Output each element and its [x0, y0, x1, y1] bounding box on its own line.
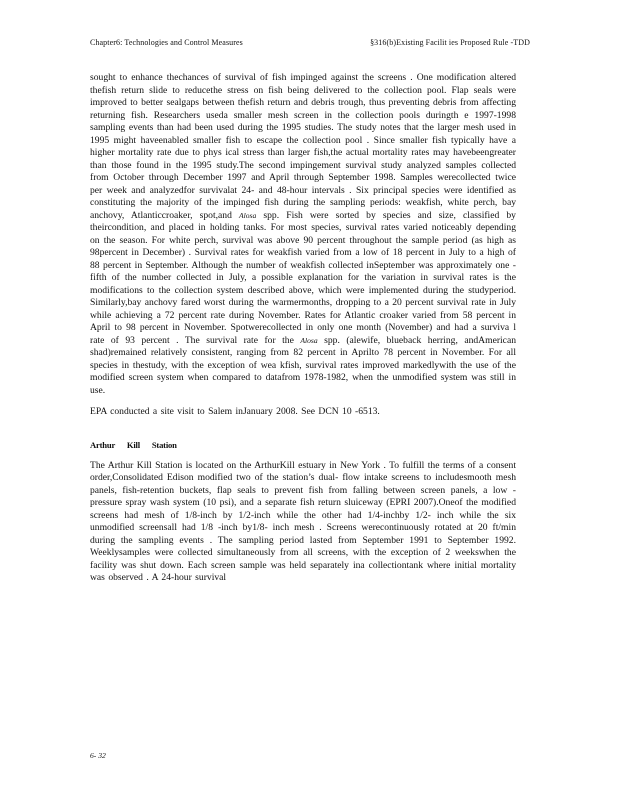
- header-section: §316(b)Existing Facilit ies Proposed Rule -TDD: [370, 38, 530, 47]
- paragraph-text: spp. Fish were sorted by species and size, classified by theircondition, and placed in holding tanks. For most species, survival rates varied noticeably depending on the season. For white perch, survival was above 90 percent throughout the sample period (as high as 98percent in December) . Survival rates for weakfish varied from a low of 18 percent in July to a high of 88 percent in September. Although the number of weakfish collected inSeptember was approximately one -fifth of the number collected in July, a possible explanation for the variation in survival rates is the modifications to the collection system described above, which were implemented during the studyperiod. Similarly,bay anchovy fared worst during the warmermonths, dropping to a 20 percent survival rate in July while achieving a 72 percent rate during November. Rates for Atlantic croaker varied from 58 percent in April to 98 percent in November. Spotwerecollected in only one month (November) and had a surviva l rate of 93 percent . The survival rate for the: [90, 209, 516, 346]
- paragraph-salem-survival-study: [90, 72, 516, 397]
- section-heading: Arthur Kill Station: [90, 439, 177, 450]
- paragraph-site-visit: EPA conducted a site visit to Salem inJanuary 2008. See DCN 10 -6513.: [90, 406, 380, 417]
- running-header: [90, 38, 530, 47]
- paragraph-text: spp. (alewife, blueback herring, andAmerican shad)remained relatively consistent, ranging from 82 percent in Aprilto 78 percent in November. For all species in thestudy, with the exception of wea kfish, survival rates improved markedlywith the use of the modified screen system when compared to datafrom 1978-1982, when the unmodified system was still in use.: [90, 334, 516, 396]
- genus-name: Alosa: [238, 210, 257, 220]
- header-chapter: Chapter6: Technologies and Control Measures: [90, 38, 243, 47]
- paragraph-arthur-kill: The Arthur Kill Station is located on the ArthurKill estuary in New York . To fulfill the terms of a consent order,Consolidated Edison modified two of the station’s dual- flow intake screens to includesmooth mesh panels, fish-retention buckets, flap seals to prevent fish from falling between screen panels, a low -pressure spray wash system (10 psi), and a separate fish return sluiceway (EPRI 2007).Oneof the modified screens had mesh of 1/8-inch by 1/2-inch while the other had 1/4-inchby 1/2- inch while the six unmodified screensall had 1/8 -inch by1/8- inch mesh . Screens werecontinuously rotated at 20 ft/min during the sampling events . The sampling period lasted from September 1991 to September 1992. Weeklysamples were collected simultaneously from all screens, with the exception of 2 weekswhen the facility was shut down. Each screen sample was held separately ina collectiontank where initial mortality was observed . A 24-hour survival: [90, 459, 516, 583]
- main-content: [90, 72, 516, 585]
- page-number: 6- 32: [90, 751, 106, 760]
- paragraph-text: sought to enhance thechances of survival of fish impinged against the screens . One modification altered thefish return slide to reducethe stress on fish being delivered to the collection pool. Flap seals were improved to better sealgaps between thefish return and debris trough, thus preventing debris from affecting returning fish. Researchers useda smaller mesh screen in the collection pools duringth e 1997-1998 sampling events than had been used during the 1995 studies. The study notes that the larger mesh used in 1995 might haveenabled smaller fish to escape the collection pool . Since smaller fish typically have a higher mortality rate due to phys ical stress than larger fish,the actual mortality rates may havebeengreater than those found in the 1995 study.The second impingement survival study analyzed samples collected from October through December 1997 and April through September 1998. Samples werecollected twice per week and analyzedfor survivalat 24- and 48-hour intervals . Six principal species were identified as constituting the majority of the impinged fish during the sampling periods: weakfish, white perch, bay anchovy, Atlanticcroaker, spot,and: [90, 72, 516, 221]
- genus-name: Alosa: [300, 335, 318, 345]
